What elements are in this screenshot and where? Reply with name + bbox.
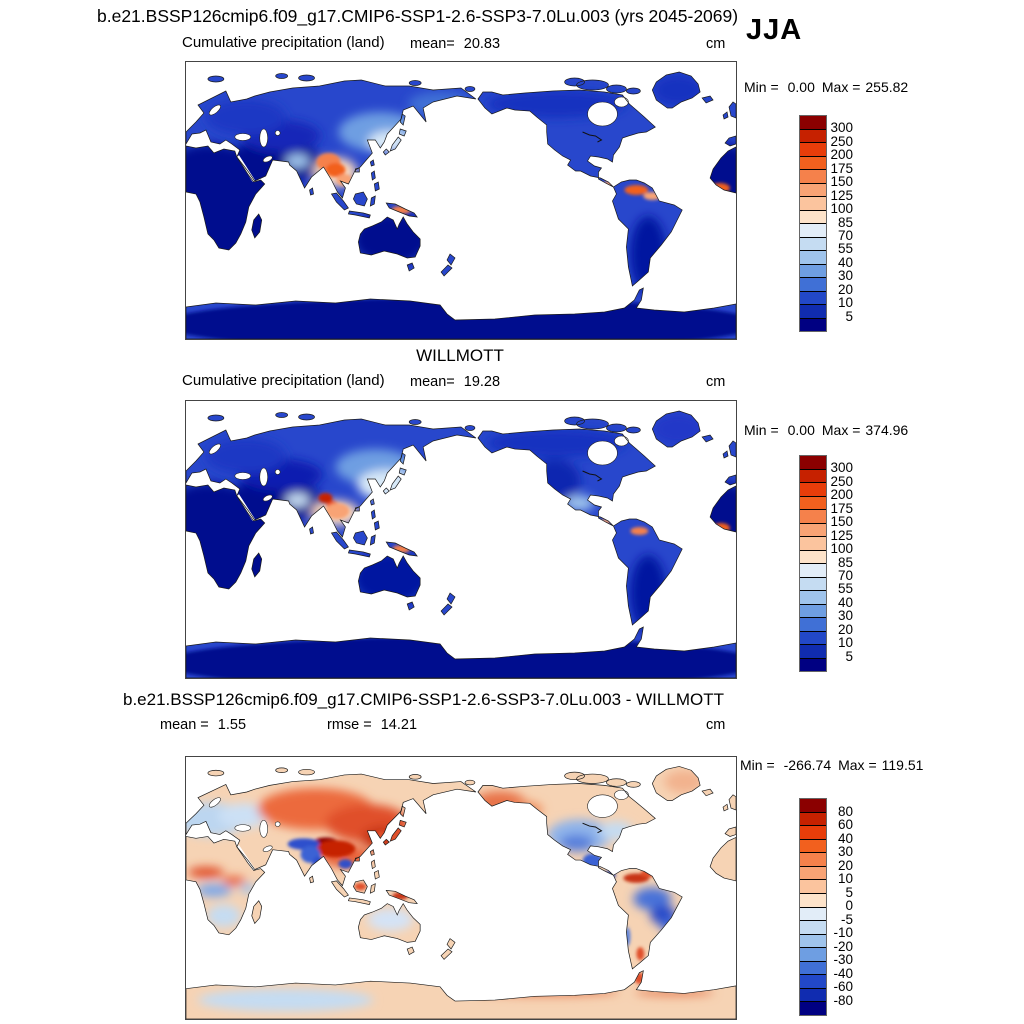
colorbar-segment (800, 238, 826, 252)
colorbar-tick-label: 70 (837, 227, 853, 243)
colorbar-tick-label: 70 (837, 567, 853, 583)
colorbar-segment (800, 278, 826, 292)
colorbar-segment (800, 826, 826, 840)
colorbar-segment (800, 537, 826, 551)
colorbar-tick-label: 175 (830, 500, 853, 516)
colorbar-segment (800, 157, 826, 171)
colorbar-tick-label: 30 (837, 608, 853, 624)
colorbar-tick-label: -30 (833, 952, 853, 967)
colorbar-segment (800, 456, 826, 470)
colorbar-segment (800, 935, 826, 949)
colorbar-tick-label: 125 (830, 527, 853, 543)
colorbar-tick-label: 40 (837, 594, 853, 610)
mean-value: 19.28 (463, 374, 501, 390)
max-value: 374.96 (865, 422, 909, 438)
colorbar-segment (800, 116, 826, 130)
map-obs (185, 400, 737, 679)
colorbar-segment (800, 921, 826, 935)
colorbar-segment (800, 305, 826, 319)
colorbar-tick-label: 30 (837, 268, 853, 284)
rmse-value: 14.21 (380, 717, 418, 733)
colorbar-segment (800, 632, 826, 646)
colorbar-tick-label: 10 (837, 871, 853, 886)
colorbar-tick-label: 125 (830, 187, 853, 203)
mean-value: 1.55 (217, 717, 247, 733)
colorbar-tick-label: 300 (830, 460, 853, 476)
mean-stat-diff (160, 717, 246, 733)
mean-stat-obs (410, 374, 500, 390)
colorbar-segment (800, 867, 826, 881)
units-label-diff: cm (706, 717, 726, 733)
colorbar-segment (800, 470, 826, 484)
mean-label: mean = (160, 717, 209, 733)
mean-label: mean= (410, 374, 455, 390)
colorbar-tick-label: 250 (830, 133, 853, 149)
colorbar-segment (800, 497, 826, 511)
colorbar-tick-label: 20 (837, 281, 853, 297)
colorbar-tick-label: 175 (830, 160, 853, 176)
colorbar-tick-label: 40 (837, 254, 853, 270)
obs-title: WILLMOTT (416, 346, 504, 365)
colorbar-segment (800, 605, 826, 619)
colorbar-segment (800, 265, 826, 279)
min-value: 0.00 (787, 79, 815, 95)
colorbar-tick-label: 55 (837, 581, 853, 597)
colorbar-tick-label: 200 (830, 147, 853, 163)
colorbar-segment (800, 894, 826, 908)
colorbar-segment (800, 483, 826, 497)
colorbar-tick-label: -10 (833, 925, 853, 940)
colorbar-segment (800, 908, 826, 922)
colorbar-bar (799, 798, 827, 1016)
colorbar-tick-label: 300 (830, 120, 853, 136)
colorbar-tick-label: 0 (845, 898, 853, 913)
colorbar-segment (800, 564, 826, 578)
minmax-diff (740, 757, 923, 773)
colorbar-segment (800, 853, 826, 867)
colorbar-segment (800, 510, 826, 524)
colorbar-segment (800, 211, 826, 225)
colorbar-tick-label: 10 (837, 295, 853, 311)
min-label: Min = (744, 422, 779, 438)
colorbar-segment (800, 948, 826, 962)
colorbar-segment (800, 292, 826, 306)
mean-value: 20.83 (463, 36, 501, 52)
colorbar-segment (800, 813, 826, 827)
colorbar-tick-label: -60 (833, 979, 853, 994)
rmse-stat-diff (327, 717, 417, 733)
colorbar-segment (800, 799, 826, 813)
colorbar-segment (800, 319, 826, 332)
colorbar-segment (800, 989, 826, 1003)
colorbar-tick-label: -20 (833, 938, 853, 954)
field-label-model: Cumulative precipitation (land) (182, 34, 385, 51)
minmax-model (744, 79, 908, 95)
colorbar-tick-label: 40 (837, 830, 853, 846)
min-label: Min = (744, 79, 779, 95)
map-model (185, 61, 737, 340)
colorbar-tick-label: 20 (837, 857, 853, 873)
colorbar-segment (800, 197, 826, 211)
minmax-obs (744, 422, 908, 438)
min-value: -266.74 (783, 757, 832, 773)
colorbar-tick-label: 85 (837, 554, 853, 570)
map-diff (185, 756, 737, 1020)
colorbar-segment (800, 578, 826, 592)
colorbar-tick-label: 55 (837, 241, 853, 257)
max-label: Max = (821, 79, 861, 95)
colorbar-tick-label: 100 (830, 541, 853, 557)
colorbar-tick-label: -80 (833, 992, 853, 1008)
diff-title: b.e21.BSSP126cmip6.f09_g17.CMIP6-SSP1-2.6-SSP3-7.0Lu.003 - WILLMOTT (123, 690, 724, 709)
season-label: JJA (746, 14, 803, 46)
colorbar-tick-label: 250 (830, 473, 853, 489)
world-map-svg (186, 401, 736, 678)
colorbar-tick-label: -40 (833, 965, 853, 981)
units-label-model: cm (706, 36, 726, 52)
colorbar-tick-label: 100 (830, 201, 853, 217)
colorbar-tick-label: 200 (830, 487, 853, 503)
colorbar-tick-label: 5 (845, 648, 853, 664)
colorbar-segment (800, 880, 826, 894)
colorbar-tick-label: 85 (837, 214, 853, 230)
colorbar-segment (800, 551, 826, 565)
colorbar-segment (800, 224, 826, 238)
max-value: 119.51 (881, 757, 924, 773)
colorbar-segment (800, 659, 826, 672)
world-map-svg (186, 62, 736, 339)
mean-label: mean= (410, 36, 455, 52)
colorbar-segment (800, 645, 826, 659)
colorbar-segment (800, 130, 826, 144)
colorbar-segment (800, 1002, 826, 1015)
colorbar-segment (800, 840, 826, 854)
field-label-obs: Cumulative precipitation (land) (182, 372, 385, 389)
colorbar-segment (800, 184, 826, 198)
colorbar-tick-label: 80 (837, 803, 853, 819)
colorbar-tick-label: 5 (845, 308, 853, 324)
rmse-label: rmse = (327, 717, 372, 733)
colorbar-tick-label: 5 (845, 884, 853, 900)
world-map-svg (186, 757, 736, 1019)
units-label-obs: cm (706, 374, 726, 390)
colorbar-segment (800, 975, 826, 989)
colorbar-tick-label: 10 (837, 635, 853, 651)
colorbar-bar (799, 115, 827, 332)
colorbar-segment (800, 591, 826, 605)
colorbar-segment (800, 618, 826, 632)
min-label: Min = (740, 757, 775, 773)
figure-title: b.e21.BSSP126cmip6.f09_g17.CMIP6-SSP1-2.6-SSP3-7.0Lu.003 (yrs 2045-2069) (97, 6, 739, 26)
colorbar-tick-label: 20 (837, 621, 853, 637)
colorbar-segment (800, 524, 826, 538)
colorbar-tick-label: 150 (830, 514, 853, 530)
colorbar-tick-label: 30 (837, 844, 853, 859)
colorbar-bar (799, 455, 827, 672)
max-label: Max = (821, 422, 861, 438)
colorbar-segment (800, 170, 826, 184)
colorbar-tick-label: -5 (840, 911, 853, 927)
mean-stat-model (410, 36, 500, 52)
colorbar-tick-label: 150 (830, 174, 853, 190)
colorbar-segment (800, 143, 826, 157)
min-value: 0.00 (787, 422, 815, 438)
colorbar-segment (800, 251, 826, 265)
max-label: Max = (838, 757, 877, 773)
colorbar-segment (800, 962, 826, 976)
max-value: 255.82 (865, 79, 909, 95)
colorbar-tick-label: 60 (837, 817, 853, 832)
